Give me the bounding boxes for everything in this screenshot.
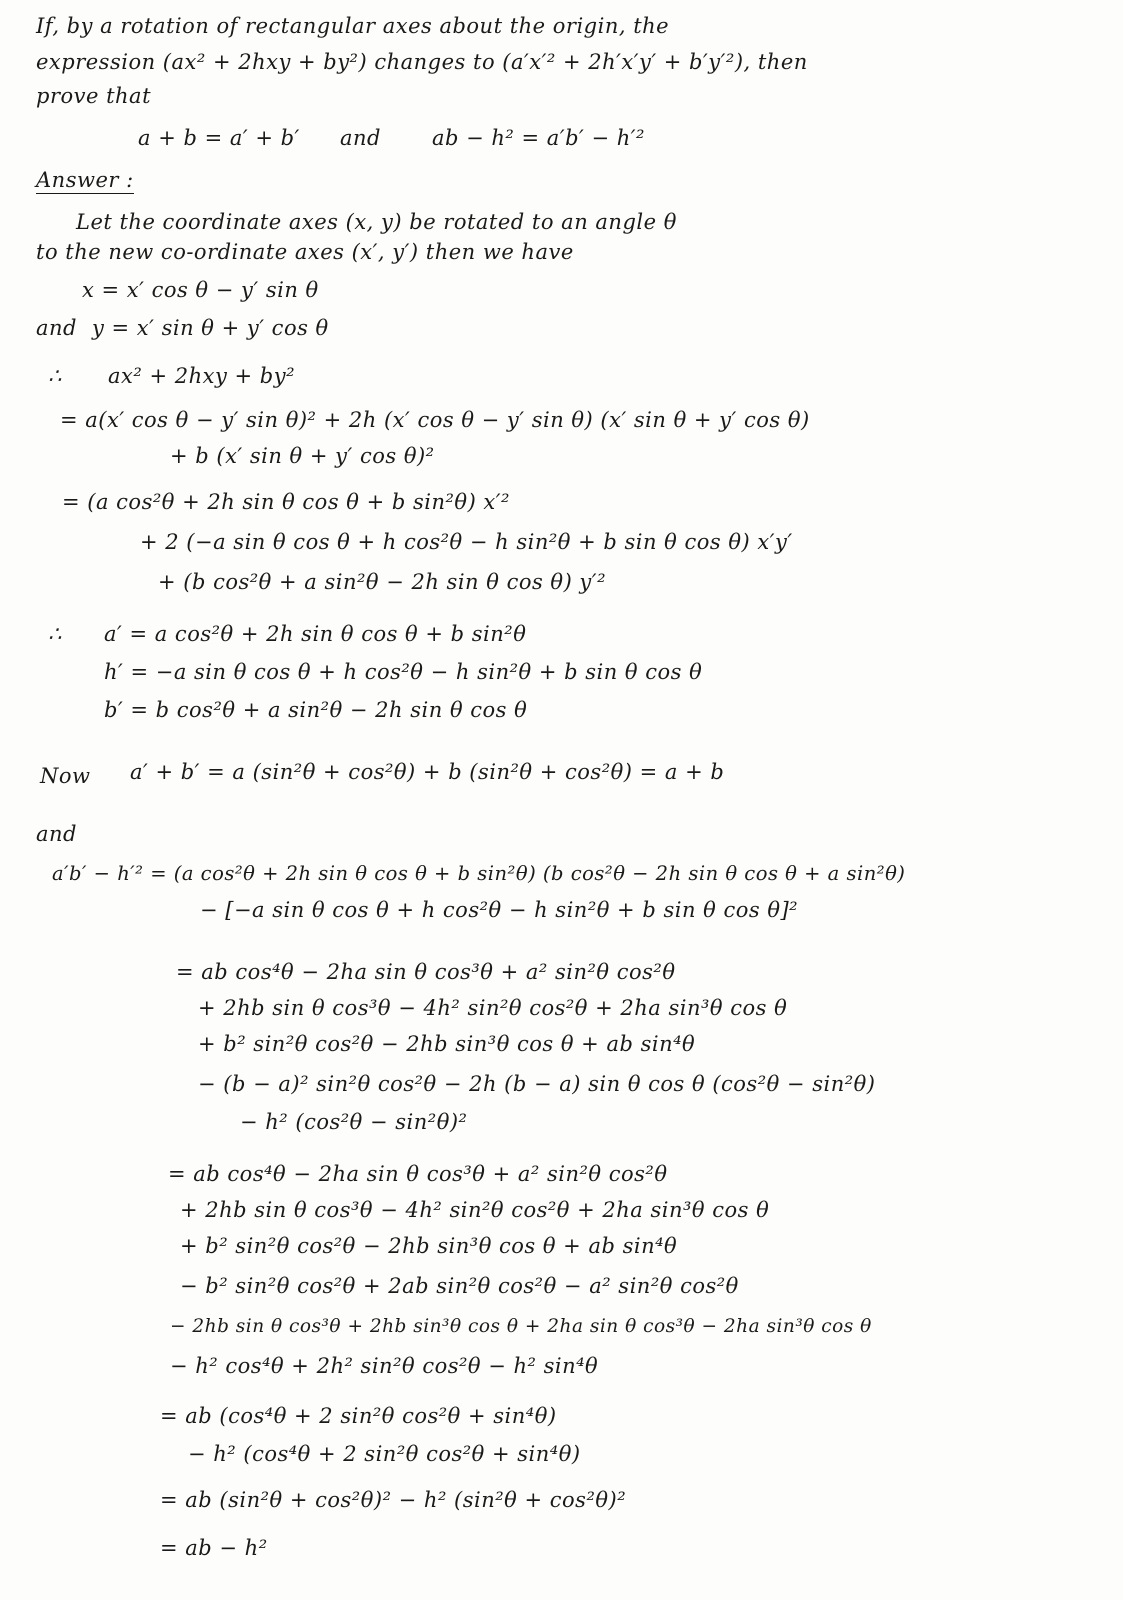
expansion-line-5: + 2 (−a sin θ cos θ + h cos²θ − h sin²θ + b sin θ cos θ) x′y′ bbox=[140, 530, 793, 554]
therefore-symbol-2: ∴ bbox=[48, 622, 62, 646]
problem-line-2: expression (ax² + 2hxy + by²) changes to (a′x′² + 2h′x′y′ + b′y′²), then bbox=[36, 50, 808, 74]
product-line-1: a′b′ − h′² = (a cos²θ + 2h sin θ cos θ + b sin²θ) (b cos²θ − 2h sin θ cos θ + a sin²θ) bbox=[52, 862, 906, 885]
a-prime-eq: a′ = a cos²θ + 2h sin θ cos θ + b sin²θ bbox=[104, 622, 527, 646]
sum-proof-eq: a′ + b′ = a (sin²θ + cos²θ) + b (sin²θ + cos²θ) = a + b bbox=[130, 760, 725, 784]
product-line-13: − h² cos⁴θ + 2h² sin²θ cos²θ − h² sin⁴θ bbox=[170, 1354, 599, 1378]
problem-line-3: prove that bbox=[36, 84, 152, 108]
product-line-7: − h² (cos²θ − sin²θ)² bbox=[240, 1110, 468, 1134]
answer-label bbox=[36, 168, 134, 192]
expansion-line-3: + b (x′ sin θ + y′ cos θ)² bbox=[170, 444, 435, 468]
product-line-4: + 2hb sin θ cos³θ − 4h² sin²θ cos²θ + 2ha sin³θ cos θ bbox=[198, 996, 788, 1020]
problem-line-1: If, by a rotation of rectangular axes about the origin, the bbox=[36, 14, 670, 38]
product-line-5: + b² sin²θ cos²θ − 2hb sin³θ cos θ + ab sin⁴θ bbox=[198, 1032, 696, 1056]
product-line-6: − (b − a)² sin²θ cos²θ − 2h (b − a) sin θ cos θ (cos²θ − sin²θ) bbox=[198, 1072, 876, 1096]
claim-sum: a + b = a′ + b′ bbox=[138, 126, 300, 150]
product-line-8: = ab cos⁴θ − 2ha sin θ cos³θ + a² sin²θ cos²θ bbox=[168, 1162, 668, 1186]
now-label: Now bbox=[40, 764, 91, 788]
product-line-9: + 2hb sin θ cos³θ − 4h² sin²θ cos²θ + 2ha sin³θ cos θ bbox=[180, 1198, 770, 1222]
claim-connector: and bbox=[340, 126, 381, 150]
setup-line-1: Let the coordinate axes (x, y) be rotated to an angle θ bbox=[76, 210, 677, 234]
x-transform: x = x′ cos θ − y′ sin θ bbox=[82, 278, 319, 302]
expansion-line-6: + (b cos²θ + a sin²θ − 2h sin θ cos θ) y′² bbox=[158, 570, 606, 594]
product-line-17: = ab − h² bbox=[160, 1536, 268, 1560]
setup-line-2: to the new co-ordinate axes (x′, y′) then we have bbox=[36, 240, 574, 264]
h-prime-eq: h′ = −a sin θ cos θ + h cos²θ − h sin²θ + b sin θ cos θ bbox=[104, 660, 703, 684]
and-connector-2: and bbox=[36, 822, 77, 846]
claim-product: ab − h² = a′b′ − h′² bbox=[432, 126, 645, 150]
expansion-line-4: = (a cos²θ + 2h sin θ cos θ + b sin²θ) x′² bbox=[62, 490, 510, 514]
product-line-11: − b² sin²θ cos²θ + 2ab sin²θ cos²θ − a² sin²θ cos²θ bbox=[180, 1274, 739, 1298]
product-line-10: + b² sin²θ cos²θ − 2hb sin³θ cos θ + ab sin⁴θ bbox=[180, 1234, 678, 1258]
b-prime-eq: b′ = b cos²θ + a sin²θ − 2h sin θ cos θ bbox=[104, 698, 528, 722]
expansion-line-1: ax² + 2hxy + by² bbox=[108, 364, 295, 388]
product-line-16: = ab (sin²θ + cos²θ)² − h² (sin²θ + cos²θ)² bbox=[160, 1488, 627, 1512]
product-line-3: = ab cos⁴θ − 2ha sin θ cos³θ + a² sin²θ cos²θ bbox=[176, 960, 676, 984]
therefore-symbol-1: ∴ bbox=[48, 364, 62, 388]
and-connector-1: and bbox=[36, 316, 77, 340]
product-line-2: − [−a sin θ cos θ + h cos²θ − h sin²θ + b sin θ cos θ]² bbox=[200, 898, 799, 922]
y-transform: y = x′ sin θ + y′ cos θ bbox=[92, 316, 329, 340]
product-line-14: = ab (cos⁴θ + 2 sin²θ cos²θ + sin⁴θ) bbox=[160, 1404, 557, 1428]
expansion-line-2: = a(x′ cos θ − y′ sin θ)² + 2h (x′ cos θ − y′ sin θ) (x′ sin θ + y′ cos θ) bbox=[60, 408, 810, 432]
product-line-15: − h² (cos⁴θ + 2 sin²θ cos²θ + sin⁴θ) bbox=[188, 1442, 581, 1466]
product-line-12: − 2hb sin θ cos³θ + 2hb sin³θ cos θ + 2ha sin θ cos³θ − 2ha sin³θ cos θ bbox=[170, 1316, 872, 1337]
answer-label-text: Answer : bbox=[36, 168, 134, 192]
